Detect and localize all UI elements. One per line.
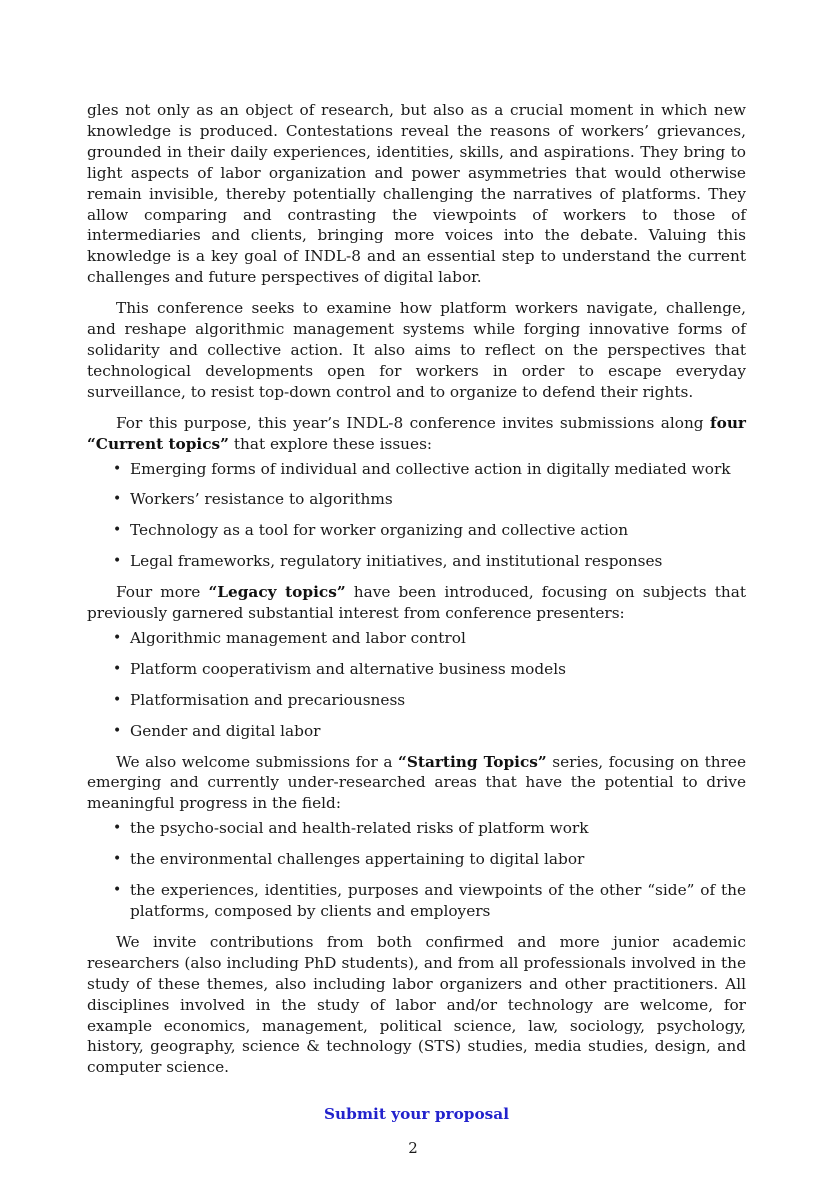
submit-container [87,1104,746,1125]
current-intro-before: For this purpose, this year’s INDL-8 conference invites submissions along [116,413,711,432]
starting-topics-heading: “Starting Topics” [398,752,547,771]
bullet-icon: • [113,553,122,570]
legacy-intro-before: Four more [116,583,209,602]
paragraph-knowledge: gles not only as an object of research, but also as a crucial moment in which new knowledge is produced. Contestations reveal the reasons of workers’ grievances, grounded in their daily experiences, identities, skills, and aspirations. They bring to light aspects of labor organization and power asymmetries that would otherwise remain invisible, thereby potentially challenging the narratives of platforms. They allow comparing and contrasting the viewpoints of workers to those of intermediaries and clients, bringing more voices into the debate. Valuing this knowledge is a key goal of INDL-8 and an essential step to understand the current challenges and future perspectives of digital labor. [87,101,746,287]
paragraph-conference-aims: This conference seeks to examine how platform workers navigate, challenge, and reshape algorithmic management systems while forging innovative forms of solidarity and collective action. It also aims to reflect on the perspectives that technological developments open for workers in order to escape everyday surveillance, to resist top-down control and to organize to defend their rights. [87,299,746,401]
list-item: • Technology as a tool for worker organizing and collective action [113,521,629,540]
list-item: • the environmental challenges appertaining to digital labor [113,850,585,869]
starting-intro-after: series, focusing on three emerging and currently under-researched areas that have the potential to drive meaningful progress in the field: [87,752,746,813]
bullet-icon: • [113,851,122,868]
submit-proposal-link[interactable]: Submit your proposal [323,1105,510,1124]
legacy-intro-after: have been introduced, focusing on subjects that previously garnered substantial interest from conference presenters: [87,583,746,623]
paragraph-contributions: We invite contributions from both confirmed and more junior academic researchers (also including PhD students), and from all professionals involved in the study of these themes, also including labor organizers and other practitioners. All disciplines involved in the study of labor and/or technology are welcome, for example economics, management, political science, law, sociology, psychology, history, geography, science & technology (STS) studies, media studies, design, and computer science. [87,932,746,1077]
bullet-icon: • [113,691,122,708]
list-item: • the experiences, identities, purposes and viewpoints of the other “side” of the platforms, composed by clients and employers [113,881,746,920]
bullet-icon: • [113,460,122,477]
legacy-topics-list [87,628,746,742]
paragraph-starting-topics-intro [87,752,746,815]
list-item: • Algorithmic management and labor control [113,628,466,647]
list-item: • Platformisation and precariousness [113,690,406,709]
starting-intro-before: We also welcome submissions for a [116,752,399,771]
list-item: • Emerging forms of individual and collective action in digitally mediated work [113,459,731,478]
current-topics-heading: four “Current topics” [87,413,746,453]
bullet-icon: • [113,522,122,539]
current-topics-list [87,459,746,573]
current-intro-after: that explore these issues: [228,434,433,453]
bullet-icon: • [113,629,122,646]
bullet-icon: • [113,660,122,677]
list-item: • Workers’ resistance to algorithms [113,490,393,509]
bullet-icon: • [113,882,122,899]
list-item: • Platform cooperativism and alternative business models [113,659,566,678]
paragraph-current-topics-intro [87,413,746,455]
bullet-icon: • [113,722,122,739]
page-number: 2 [408,1139,418,1157]
document-page [87,100,746,1125]
legacy-topics-heading: “Legacy topics” [208,583,346,602]
list-item: • the psycho-social and health-related risks of platform work [113,819,589,838]
bullet-icon: • [113,820,122,837]
list-item: • Legal frameworks, regulatory initiatives, and institutional responses [113,552,663,571]
paragraph-legacy-topics-intro [87,582,746,624]
starting-topics-list [87,818,746,922]
bullet-icon: • [113,491,122,508]
list-item: • Gender and digital labor [113,721,321,740]
